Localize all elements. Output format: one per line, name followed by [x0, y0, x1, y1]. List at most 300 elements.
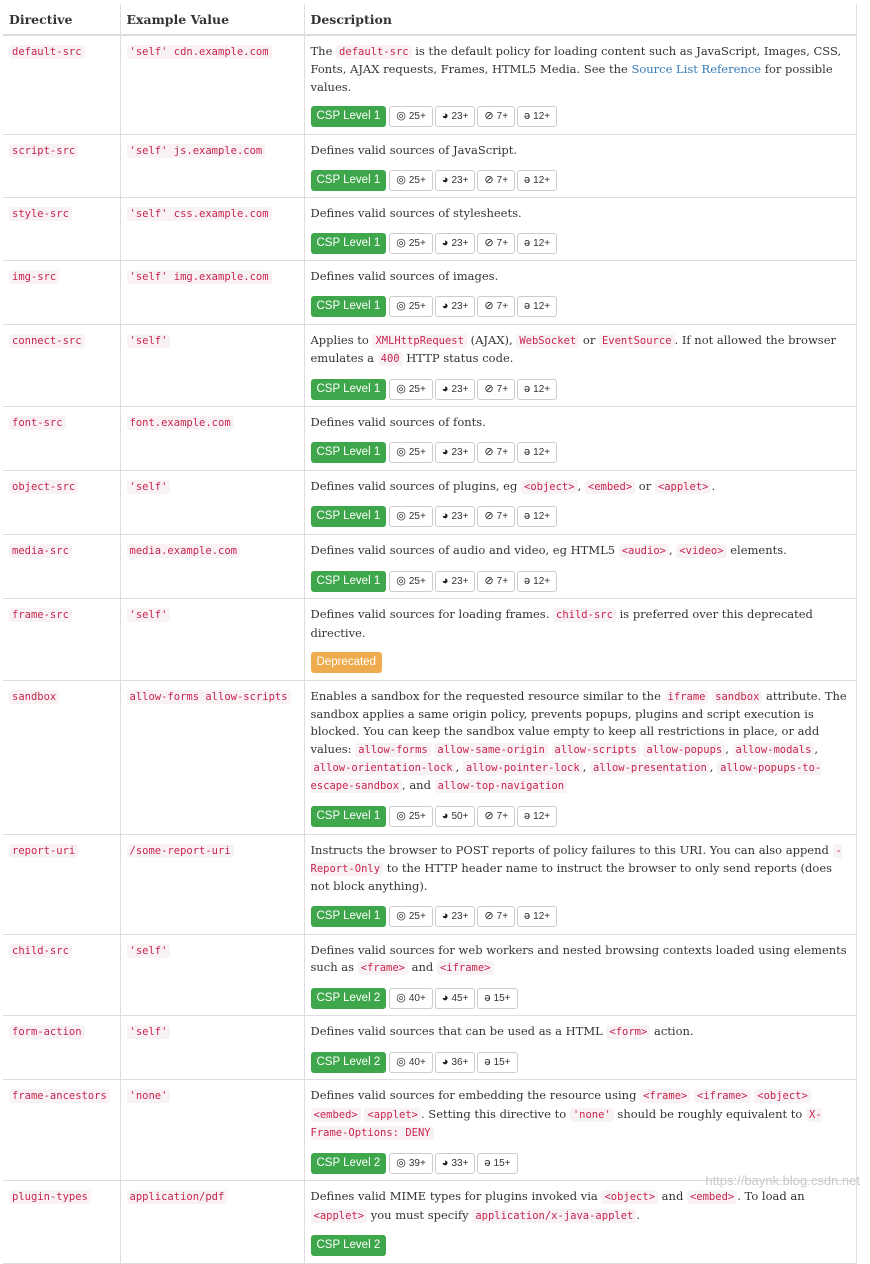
inline-code: application/x-java-applet [472, 1209, 636, 1223]
edge-icon: ə [524, 300, 531, 313]
csp-directives-table [3, 4, 857, 1264]
table-row [3, 934, 857, 1016]
example-cell [120, 1016, 304, 1080]
directive-name: default-src [9, 45, 85, 59]
header-directive: Directive [3, 4, 120, 35]
description-fragment: action. [650, 1024, 694, 1039]
safari-icon: ⊘ [484, 510, 494, 523]
firefox-icon: ◕ [441, 1156, 449, 1169]
edge-icon: ə [524, 173, 531, 186]
inline-code: 400 [378, 352, 403, 366]
example-cell [120, 834, 304, 934]
directive-name: font-src [9, 416, 66, 430]
inline-code: allow-same-origin [434, 743, 547, 757]
safari-icon: ⊘ [484, 810, 494, 823]
description-fragment: or [579, 332, 599, 347]
description-fragment: Defines valid sources of audio and video, eg HTML5 [310, 542, 619, 557]
description-fragment: or [635, 478, 655, 493]
firefox-support-badge[interactable] [435, 1052, 476, 1073]
inline-code: XMLHttpRequest [372, 334, 467, 348]
firefox-support-badge[interactable] [435, 379, 476, 400]
firefox-support-badge[interactable] [435, 806, 476, 827]
inline-code: allow-presentation [590, 761, 710, 775]
directive-cell [3, 198, 120, 261]
description-fragment: , [455, 760, 463, 775]
description-fragment: Defines valid sources of plugins, eg [310, 478, 521, 493]
chrome-icon: ◎ [396, 910, 406, 923]
edge-support-badge[interactable] [517, 442, 557, 463]
chrome-support-badge[interactable] [389, 296, 433, 317]
browser-version: 25+ [408, 511, 426, 523]
inline-code: allow-orientation-lock [311, 761, 456, 775]
directive-cell [3, 834, 120, 934]
chrome-support-badge[interactable] [389, 170, 433, 191]
inline-code: <iframe> [694, 1089, 751, 1103]
edge-support-badge[interactable] [517, 379, 557, 400]
chrome-icon: ◎ [396, 574, 406, 587]
description-fragment: Defines valid sources for loading frames. [310, 607, 554, 622]
deprecated-badge[interactable]: Deprecated [311, 652, 382, 673]
edge-icon: ə [524, 574, 531, 587]
edge-support-badge[interactable] [517, 806, 557, 827]
description-cell [304, 407, 857, 470]
example-cell [120, 35, 304, 134]
description-fragment: , [725, 741, 733, 756]
example-cell [120, 599, 304, 681]
browser-version: 23+ [451, 301, 469, 313]
description-fragment: and [408, 959, 437, 974]
description-text [311, 842, 851, 896]
safari-support-badge[interactable] [477, 106, 515, 127]
example-value: allow-forms allow-scripts [127, 690, 291, 704]
edge-support-badge[interactable] [477, 1052, 517, 1073]
safari-icon: ⊘ [484, 382, 494, 395]
browser-version: 7+ [496, 811, 509, 823]
inline-code: <audio> [619, 544, 669, 558]
example-value: /some-report-uri [127, 844, 234, 858]
directive-cell [3, 407, 120, 470]
inline-code: EventSource [599, 334, 675, 348]
firefox-icon: ◕ [441, 574, 449, 587]
firefox-support-badge[interactable] [435, 1153, 476, 1174]
safari-support-badge[interactable] [477, 170, 515, 191]
edge-icon: ə [484, 991, 491, 1004]
inline-code: sandbox [712, 690, 762, 704]
directive-name: sandbox [9, 690, 59, 704]
safari-icon: ⊘ [484, 236, 494, 249]
edge-support-badge[interactable] [517, 571, 557, 592]
example-value: media.example.com [127, 544, 240, 558]
table-row [3, 35, 857, 134]
example-cell [120, 407, 304, 470]
description-fragment: Defines valid sources of stylesheets. [310, 206, 522, 221]
description-fragment: (AJAX), [466, 332, 517, 347]
csp-level-badge[interactable]: CSP Level 1 [311, 906, 387, 927]
chrome-support-badge[interactable] [389, 906, 433, 927]
support-badges [311, 1235, 851, 1257]
firefox-support-badge[interactable] [435, 170, 476, 191]
firefox-icon: ◕ [441, 510, 449, 523]
browser-version: 25+ [408, 575, 426, 587]
inline-code: <embed> [311, 1108, 361, 1122]
description-cell [304, 834, 857, 934]
chrome-support-badge[interactable] [389, 806, 433, 827]
browser-version: 39+ [408, 1157, 426, 1169]
description-fragment: . Setting this directive to [421, 1106, 570, 1121]
browser-version: 25+ [408, 174, 426, 186]
description-fragment: , [814, 741, 819, 756]
edge-support-badge[interactable] [517, 296, 557, 317]
description-fragment: Defines valid sources for web workers and nested browsing contexts loaded using elements such as [310, 942, 847, 974]
edge-icon: ə [524, 382, 531, 395]
description-fragment: , and [402, 778, 435, 793]
example-value: 'none' [127, 1089, 171, 1103]
browser-version: 40+ [408, 992, 426, 1004]
description-fragment: . To load an [737, 1189, 805, 1204]
directive-name: plugin-types [9, 1190, 91, 1204]
description-fragment: Defines valid sources that can be used as a HTML [310, 1024, 607, 1039]
description-text [311, 1023, 851, 1041]
inline-code: iframe [665, 690, 709, 704]
firefox-icon: ◕ [441, 1055, 449, 1068]
description-fragment [548, 742, 552, 756]
directive-cell [3, 680, 120, 834]
directive-name: connect-src [9, 334, 85, 348]
firefox-icon: ◕ [441, 910, 449, 923]
support-badges [311, 232, 851, 254]
table-row [3, 134, 857, 197]
browser-version: 7+ [496, 575, 509, 587]
description-cell [304, 1080, 857, 1181]
edge-icon: ə [524, 446, 531, 459]
description-fragment: attribute. The sandbox applies a same origin policy, prevents popups, plugins and script execution is blocked. You can keep the sandbox value empty to keep all restrictions in place, or add values: [310, 688, 847, 756]
edge-support-badge[interactable] [517, 506, 557, 527]
csp-level-badge[interactable]: CSP Level 1 [311, 442, 387, 463]
safari-icon: ⊘ [484, 446, 494, 459]
browser-version: 23+ [451, 447, 469, 459]
firefox-icon: ◕ [441, 446, 449, 459]
description-fragment: , [668, 542, 677, 557]
description-fragment: , [709, 760, 718, 775]
directive-name: frame-ancestors [9, 1089, 110, 1103]
inline-code: <iframe> [437, 961, 494, 975]
browser-version: 36+ [451, 1056, 469, 1068]
browser-version: 45+ [451, 992, 469, 1004]
inline-code: <embed> [687, 1190, 737, 1204]
directive-name: style-src [9, 207, 72, 221]
edge-support-badge[interactable] [517, 233, 557, 254]
support-badges [311, 378, 851, 400]
chrome-support-badge[interactable] [389, 106, 433, 127]
inline-code: child-src [553, 608, 616, 622]
chrome-support-badge[interactable] [389, 233, 433, 254]
firefox-icon: ◕ [441, 991, 449, 1004]
table-row [3, 261, 857, 324]
description-fragment: Instructs the browser to POST reports of policy failures to this URI. You can also append [310, 842, 833, 857]
description-text [311, 606, 851, 642]
inline-code: -Report-Only [310, 844, 842, 875]
browser-version: 12+ [533, 575, 551, 587]
chrome-support-badge[interactable] [389, 1153, 433, 1174]
support-badges [311, 652, 851, 674]
browser-version: 25+ [408, 911, 426, 923]
edge-support-badge[interactable] [517, 170, 557, 191]
source-list-link[interactable]: Source List Reference [631, 62, 762, 77]
header-example: Example Value [120, 4, 304, 35]
description-text [311, 542, 851, 560]
directive-name: img-src [9, 270, 59, 284]
chrome-support-badge[interactable] [389, 571, 433, 592]
description-fragment: . [711, 478, 716, 493]
firefox-support-badge[interactable] [435, 442, 476, 463]
safari-support-badge[interactable] [477, 906, 515, 927]
csp-level-badge[interactable]: CSP Level 2 [311, 1153, 387, 1174]
directive-cell [3, 324, 120, 407]
firefox-support-badge[interactable] [435, 506, 476, 527]
description-fragment: Defines valid sources for embedding the resource using [310, 1088, 641, 1103]
chrome-icon: ◎ [396, 991, 406, 1004]
table-row [3, 1016, 857, 1080]
example-value: 'self' [127, 1025, 171, 1039]
safari-support-badge[interactable] [477, 506, 515, 527]
example-value: 'self' [127, 480, 171, 494]
browser-version: 33+ [451, 1157, 469, 1169]
example-value: 'self' js.example.com [127, 144, 266, 158]
inline-code: <frame> [358, 961, 408, 975]
browser-version: 15+ [493, 1056, 511, 1068]
inline-code: allow-forms [355, 743, 431, 757]
browser-version: 23+ [451, 174, 469, 186]
safari-support-badge[interactable] [477, 442, 515, 463]
directive-cell [3, 934, 120, 1016]
description-fragment: Applies to [310, 332, 373, 347]
example-cell [120, 198, 304, 261]
chrome-support-badge[interactable] [389, 506, 433, 527]
csp-level-badge[interactable]: CSP Level 1 [311, 170, 387, 191]
table-row [3, 599, 857, 681]
browser-version: 7+ [496, 911, 509, 923]
edge-icon: ə [484, 1055, 491, 1068]
browser-version: 15+ [493, 992, 511, 1004]
browser-version: 23+ [451, 575, 469, 587]
description-fragment: . If not allowed the browser emulates a [310, 332, 837, 366]
example-cell [120, 134, 304, 197]
browser-version: 25+ [408, 447, 426, 459]
csp-level-badge[interactable]: CSP Level 1 [311, 233, 387, 254]
firefox-support-badge[interactable] [435, 988, 476, 1009]
directive-cell [3, 534, 120, 598]
description-text [311, 1087, 851, 1142]
example-cell [120, 261, 304, 324]
edge-support-badge[interactable] [517, 106, 557, 127]
description-text [311, 414, 851, 431]
directive-cell [3, 599, 120, 681]
browser-version: 12+ [533, 511, 551, 523]
edge-icon: ə [524, 910, 531, 923]
description-fragment: elements. [726, 542, 787, 557]
description-fragment: The [310, 44, 337, 58]
inline-code: allow-scripts [552, 743, 640, 757]
directive-name: object-src [9, 480, 78, 494]
csp-level-badge[interactable]: CSP Level 1 [311, 379, 387, 400]
browser-version: 7+ [496, 383, 509, 395]
table-row [3, 470, 857, 534]
example-cell [120, 534, 304, 598]
csp-level-badge[interactable]: CSP Level 2 [311, 1235, 387, 1256]
description-cell [304, 35, 857, 134]
csp-level-badge[interactable]: CSP Level 2 [311, 1052, 387, 1073]
firefox-support-badge[interactable] [435, 571, 476, 592]
safari-icon: ⊘ [484, 910, 494, 923]
description-cell [304, 680, 857, 834]
table-row [3, 407, 857, 470]
safari-support-badge[interactable] [477, 296, 515, 317]
directive-name: report-uri [9, 844, 78, 858]
firefox-icon: ◕ [441, 236, 449, 249]
chrome-support-badge[interactable] [389, 379, 433, 400]
description-fragment: , [582, 760, 590, 775]
safari-icon: ⊘ [484, 574, 494, 587]
browser-version: 12+ [533, 383, 551, 395]
browser-version: 25+ [408, 301, 426, 313]
inline-code: X-Frame-Options: DENY [310, 1108, 822, 1140]
chrome-support-badge[interactable] [389, 442, 433, 463]
description-cell [304, 934, 857, 1016]
example-value: 'self' img.example.com [127, 270, 272, 284]
description-cell [304, 198, 857, 261]
inline-code: allow-popups-to-escape-sandbox [310, 762, 822, 793]
csp-level-badge[interactable]: CSP Level 1 [311, 296, 387, 317]
inline-code: allow-top-navigation [435, 779, 567, 793]
support-badges [311, 169, 851, 191]
support-badges [311, 506, 851, 528]
browser-version: 12+ [533, 237, 551, 249]
edge-icon: ə [524, 810, 531, 823]
edge-icon: ə [524, 510, 531, 523]
safari-support-badge[interactable] [477, 233, 515, 254]
inline-code: <applet> [364, 1108, 421, 1122]
table-body [3, 35, 857, 1263]
description-fragment: Enables a sandbox for the requested resource similar to the [310, 688, 665, 703]
chrome-icon: ◎ [396, 300, 406, 313]
description-fragment: is the default policy for loading content such as JavaScript, Images, CSS, Fonts, AJAX requests, Frames, HTML5 Media. See the [310, 44, 842, 77]
description-fragment: HTTP status code. [402, 351, 514, 366]
example-cell [120, 324, 304, 407]
support-badges [311, 806, 851, 828]
description-text [311, 688, 851, 796]
firefox-support-badge[interactable] [435, 233, 476, 254]
browser-version: 23+ [451, 511, 469, 523]
description-cell [304, 534, 857, 598]
description-fragment: Defines valid sources of images. [310, 269, 499, 284]
description-cell [304, 324, 857, 407]
csp-level-badge[interactable]: CSP Level 2 [311, 988, 387, 1009]
chrome-icon: ◎ [396, 1156, 406, 1169]
firefox-support-badge[interactable] [435, 106, 476, 127]
support-badges [311, 1051, 851, 1073]
example-cell [120, 934, 304, 1016]
browser-version: 25+ [408, 111, 426, 123]
inline-code: <object> [521, 480, 578, 494]
example-cell [120, 680, 304, 834]
description-fragment: , [577, 478, 585, 493]
csp-level-badge[interactable]: CSP Level 1 [311, 506, 387, 527]
description-fragment: . [636, 1207, 641, 1222]
edge-support-badge[interactable] [477, 988, 517, 1009]
browser-version: 25+ [408, 383, 426, 395]
browser-version: 12+ [533, 911, 551, 923]
firefox-support-badge[interactable] [435, 906, 476, 927]
table-row [3, 534, 857, 598]
safari-support-badge[interactable] [477, 379, 515, 400]
edge-icon: ə [484, 1156, 491, 1169]
csp-level-badge[interactable]: CSP Level 1 [311, 806, 387, 827]
chrome-support-badge[interactable] [389, 1052, 433, 1073]
edge-icon: ə [524, 110, 531, 123]
edge-support-badge[interactable] [517, 906, 557, 927]
directive-cell [3, 35, 120, 134]
inline-code: <object> [754, 1089, 811, 1103]
browser-version: 7+ [496, 301, 509, 313]
edge-icon: ə [524, 236, 531, 249]
inline-code: WebSocket [516, 334, 579, 348]
example-value: application/pdf [127, 1190, 228, 1204]
description-fragment: and [658, 1189, 687, 1204]
description-fragment: is preferred over this deprecated directive. [310, 607, 813, 640]
browser-version: 12+ [533, 301, 551, 313]
chrome-support-badge[interactable] [389, 988, 433, 1009]
firefox-icon: ◕ [441, 810, 449, 823]
safari-icon: ⊘ [484, 173, 494, 186]
safari-support-badge[interactable] [477, 806, 515, 827]
description-text [311, 43, 851, 96]
support-badges [311, 570, 851, 592]
directive-cell [3, 134, 120, 197]
firefox-support-badge[interactable] [435, 296, 476, 317]
inline-code: <form> [606, 1025, 650, 1039]
csp-level-badge[interactable]: CSP Level 1 [311, 571, 387, 592]
browser-version: 7+ [496, 511, 509, 523]
chrome-icon: ◎ [396, 236, 406, 249]
inline-code: allow-popups [643, 743, 725, 757]
browser-version: 15+ [493, 1157, 511, 1169]
csp-level-badge[interactable]: CSP Level 1 [311, 106, 387, 127]
safari-support-badge[interactable] [477, 571, 515, 592]
chrome-icon: ◎ [396, 446, 406, 459]
edge-support-badge[interactable] [477, 1153, 517, 1174]
description-fragment: to the HTTP header name to instruct the browser to only send reports (does not block anything). [310, 860, 833, 894]
support-badges [311, 442, 851, 464]
example-value: 'self' cdn.example.com [127, 45, 272, 59]
directive-cell [3, 1181, 120, 1264]
safari-icon: ⊘ [484, 110, 494, 123]
browser-version: 12+ [533, 174, 551, 186]
description-text [311, 205, 851, 222]
description-text [311, 142, 851, 159]
directive-cell [3, 1016, 120, 1080]
description-fragment: should be roughly equivalent to [613, 1106, 806, 1121]
description-cell [304, 470, 857, 534]
description-cell [304, 1181, 857, 1264]
example-value: 'self' [127, 334, 171, 348]
directive-cell [3, 1080, 120, 1181]
browser-version: 7+ [496, 174, 509, 186]
browser-version: 25+ [408, 811, 426, 823]
inline-code: 'none' [570, 1108, 614, 1122]
chrome-icon: ◎ [396, 1055, 406, 1068]
inline-code: <object> [601, 1190, 658, 1204]
firefox-icon: ◕ [441, 300, 449, 313]
